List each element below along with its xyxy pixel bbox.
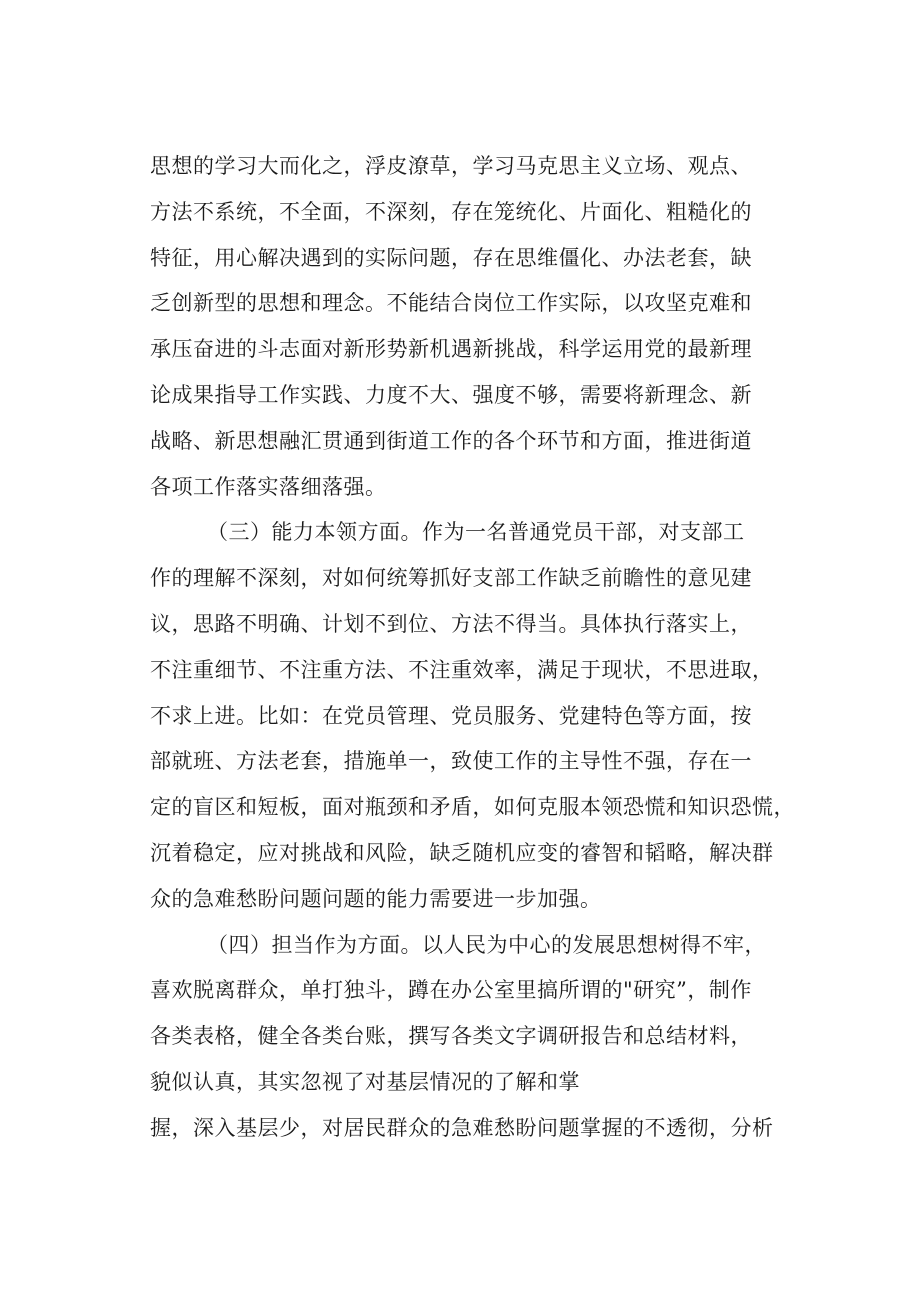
text-line: 众的急难愁盼问题问题的能力需要进一步加强。	[150, 886, 602, 911]
text-line: 特征，用心解决遇到的实际问题，存在思维僵化、办法老套，缺	[150, 245, 752, 270]
text-line: 貌似认真，其实忽视了对基层情况的了解和掌	[150, 1069, 580, 1094]
text-line: 喜欢脱离群众，单打独斗，蹲在办公室里搞所谓的"研究”，制作	[150, 978, 752, 1003]
text-line: 不注重细节、不注重方法、不注重效率，满足于现状，不思进取，	[150, 657, 774, 682]
section-heading-line: （四）担当作为方面。以人民为中心的发展思想树得不牢，	[207, 932, 766, 957]
text-line: 议，思路不明确、计划不到位、方法不得当。具体执行落实上，	[150, 611, 752, 636]
body-text	[150, 144, 810, 1152]
text-line: 战略、新思想融汇贯通到街道工作的各个环节和方面，推进街道	[150, 428, 752, 453]
text-line: 乏创新型的思想和理念。不能结合岗位工作实际，以攻坚克难和	[150, 291, 752, 316]
text-line: 作的理解不深刻，对如何统筹抓好支部工作缺乏前瞻性的意见建	[150, 566, 752, 591]
text-line: 论成果指导工作实践、力度不大、强度不够，需要将新理念、新	[150, 382, 752, 407]
text-line: 承压奋进的斗志面对新形势新机遇新挑战，科学运用党的最新理	[150, 337, 752, 362]
text-line: 方法不系统，不全面，不深刻，存在笼统化、片面化、粗糙化的	[150, 199, 752, 224]
text-line: 握，深入基层少，对居民群众的急难愁盼问题掌握的不透彻，分析	[150, 1115, 774, 1140]
text-line: 部就班、方法老套，措施单一，致使工作的主导性不强，存在一	[150, 749, 752, 774]
text-line: 思想的学习大而化之，浮皮潦草，学习马克思主义立场、观点、	[150, 154, 752, 178]
text-line: 沉着稳定，应对挑战和风险，缺乏随机应变的睿智和韬略，解决群	[150, 840, 774, 865]
text-line: 各类表格，健全各类台账，撰写各类文字调研报告和总结材料，	[150, 1024, 752, 1049]
section-heading-line: （三）能力本领方面。作为一名普通党员干部，对支部工	[207, 520, 745, 545]
text-line: 定的盲区和短板，面对瓶颈和矛盾，如何克服本领恐慌和知识恐慌，	[150, 795, 795, 820]
text-line: 各项工作落实落细落强。	[150, 474, 387, 499]
text-line: 不求上进。比如：在党员管理、党员服务、党建特色等方面，按	[150, 703, 752, 728]
